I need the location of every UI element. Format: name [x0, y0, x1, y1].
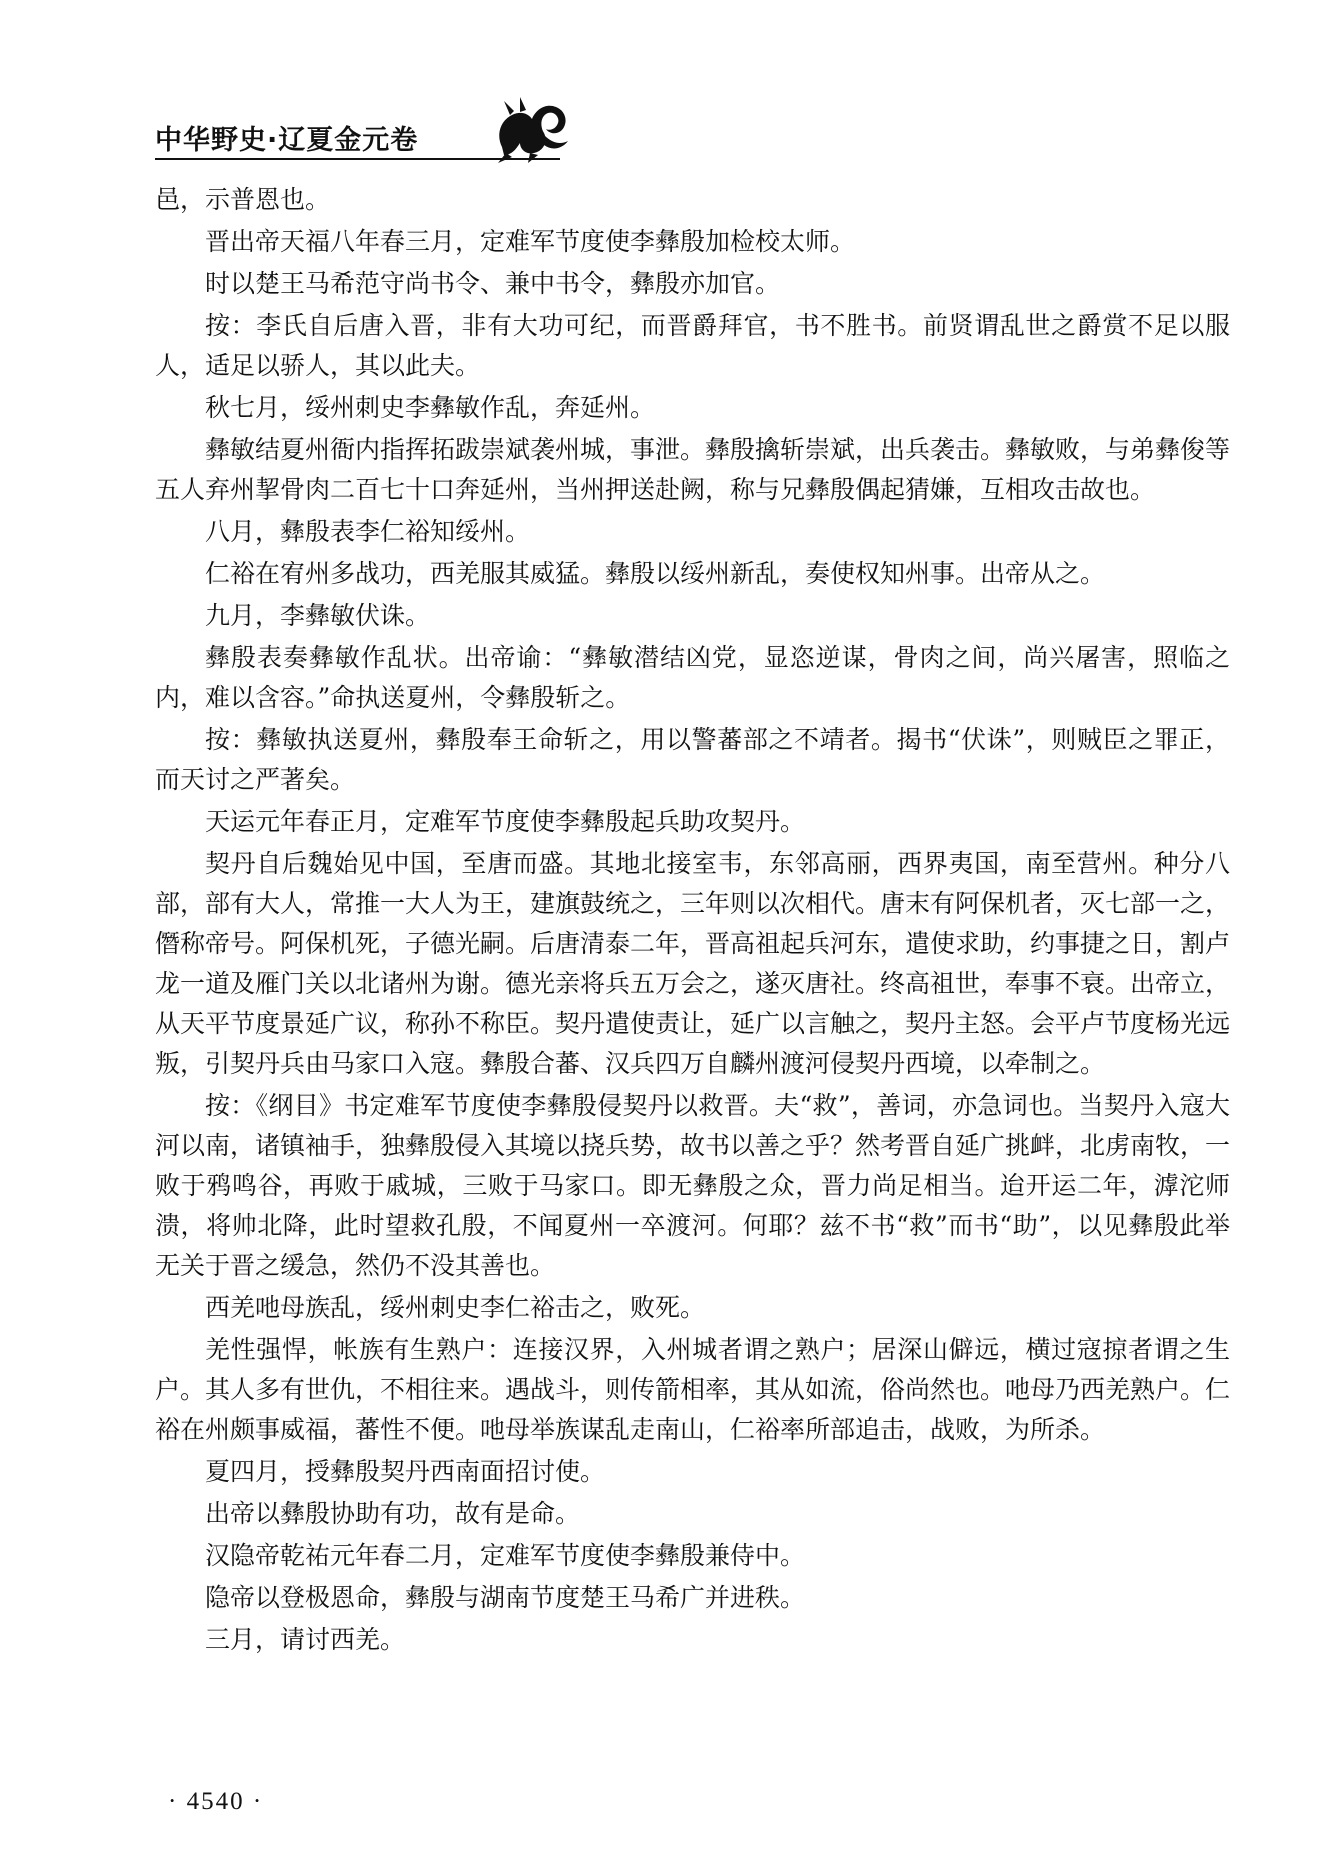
paragraph: 契丹自后魏始见中国，至唐而盛。其地北接室韦，东邻高丽，西界夷国，南至营州。种分八部，部有大人，常推一大人为王，建旗鼓统之，三年则以次相代。唐末有阿保机者，灭七部一之，僭称帝号。阿保机死，子德光嗣。后唐清泰二年，晋高祖起兵河东，遣使求助，约事捷之日，割卢龙一道及雁门关以北诸州为谢。德光亲将兵五万会之，遂灭唐社。终高祖世，奉事不衰。出帝立，从天平节度景延广议，称孙不称臣。契丹遣使责让，延广以言触之，契丹主怒。会平卢节度杨光远叛，引契丹兵由马家口入寇。彝殷合蕃、汉兵四万自麟州渡河侵契丹西境，以牵制之。	[155, 849, 1231, 1078]
paragraph: 羌性强悍，帐族有生熟户：连接汉界，入州城者谓之熟户；居深山僻远，横过寇掠者谓之生户。其人多有世仇，不相往来。遇战斗，则传箭相率，其从如流，俗尚然也。吔母乃西羌熟户。仁裕在州颇事威福，蕃性不便。吔母举族谋乱走南山，仁裕率所部追击，战败，为所杀。	[155, 1335, 1231, 1444]
paragraph: 按：李氏自后唐入晋，非有大功可纪，而晋爵拜官，书不胜书。前贤谓乱世之爵赏不足以服人，适足以骄人，其以此夫。	[155, 311, 1230, 380]
paragraph: 汉隐帝乾祐元年春二月，定难军节度使李彝殷兼侍中。	[205, 1541, 806, 1570]
paragraph: 天运元年春正月，定难军节度使李彝殷起兵助攻契丹。	[205, 807, 806, 836]
paragraph: 九月，李彝敏伏诛。	[205, 601, 431, 630]
paragraph: 出帝以彝殷协助有功，故有是命。	[205, 1499, 581, 1528]
book-title: 中华野史·辽夏金元卷	[155, 125, 419, 156]
paragraph: 三月，请讨西羌。	[205, 1625, 406, 1654]
paragraph: 西羌吔母族乱，绥州刺史李仁裕击之，败死。	[205, 1293, 706, 1322]
paragraph: 八月，彝殷表李仁裕知绥州。	[205, 517, 531, 546]
page-number: · 4540 ·	[168, 1788, 264, 1815]
paragraph: 按：《纲目》书定难军节度使李彝殷侵契丹以救晋。夫“救”，善词，亦急词也。当契丹入寇大河以南，诸镇袖手，独彝殷侵入其境以挠兵势，故书以善之乎？然考晋自延广挑衅，北虏南牧，一败于鸦鸣谷，再败于戚城，三败于马家口。即无彝殷之众，晋力尚足相当。迨开运二年，滹沱师溃，将帅北降，此时望救孔殷，不闻夏州一卒渡河。何耶？兹不书“救”而书“助”，以见彝殷此举无关于晋之缓急，然仍不没其善也。	[155, 1091, 1231, 1280]
paragraph: 秋七月，绥州刺史李彝敏作乱，奔延州。	[205, 393, 656, 422]
paragraph: 晋出帝天福八年春三月，定难军节度使李彝殷加检校太师。	[205, 227, 856, 256]
paragraph: 隐帝以登极恩命，彝殷与湖南节度楚王马希广并进秩。	[205, 1583, 806, 1612]
paragraph: 时以楚王马希范守尚书令、兼中书令，彝殷亦加官。	[205, 269, 781, 298]
paragraph: 彝敏结夏州衙内指挥拓跋崇斌袭州城，事泄。彝殷擒斩崇斌，出兵袭击。彝敏败，与弟彝俊等五人弃州挈骨肉二百七十口奔延州，当州押送赴阙，称与兄彝殷偶起猜嫌，互相攻击故也。	[155, 435, 1231, 504]
paragraph: 按：彝敏执送夏州，彝殷奉王命斩之，用以警蕃部之不靖者。揭书“伏诛”，则贼臣之罪正，而天讨之严著矣。	[155, 725, 1230, 794]
paragraph: 彝殷表奏彝敏作乱状。出帝谕：“彝敏潜结凶党，显恣逆谋，骨肉之间，尚兴屠害，照临之内，难以含容。”命执送夏州，令彝殷斩之。	[155, 643, 1230, 712]
body-text	[155, 180, 1230, 1662]
paragraph: 邑，示普恩也。	[155, 185, 331, 214]
dragon-emblem-icon	[490, 95, 572, 165]
paragraph: 夏四月，授彝殷契丹西南面招讨使。	[205, 1457, 606, 1486]
paragraph: 仁裕在宥州多战功，西羌服其威猛。彝殷以绥州新乱，奏使权知州事。出帝从之。	[205, 559, 1106, 588]
